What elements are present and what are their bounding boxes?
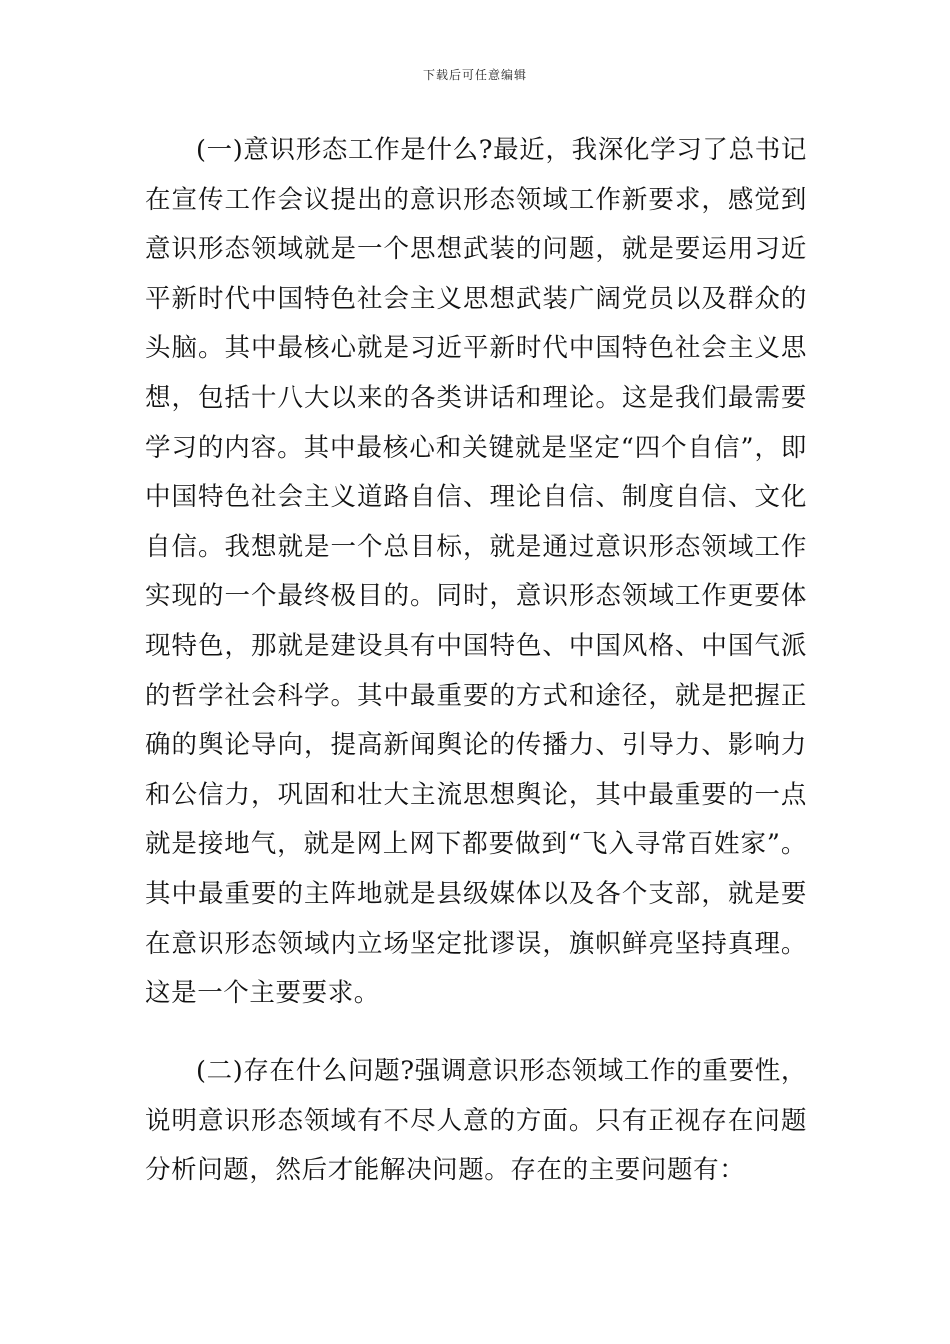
header-note: 下载后可任意编辑 xyxy=(422,68,527,82)
paragraph-section-two: (二)存在什么问题?强调意识形态领域工作的重要性，说明意识形态领域有不尽人意的方面。只有正视存在问题分析问题，然后才能解决问题。存在的主要问题有： xyxy=(145,1056,807,1186)
paragraph-section-one: (一)意识形态工作是什么?最近，我深化学习了总书记在宣传工作会议提出的意识形态领域工作新要求，感觉到意识形态领域就是一个思想武装的问题，就是要运用习近平新时代中国特色社会主义思想武装广阔党员以及群众的头脑。其中最核心就是习近平新时代中国特色社会主义思想，包括十八大以来的各类讲话和理论。这是我们最需要学习的内容。其中最核心和关键就是坚定“四个自信”，即中国特色社会主义道路自信、理论自信、制度自信、文化自信。我想就是一个总目标，就是通过意识形态领域工作实现的一个最终极目的。同时，意识形态领域工作更要体现特色，那就是建设具有中国特色、中国风格、中国气派的哲学社会科学。其中最重要的方式和途径，就是把握正确的舆论导向，提高新闻舆论的传播力、引导力、影响力和公信力，巩固和壮大主流思想舆论，其中最重要的一点就是接地气，就是网上网下都要做到“飞入寻常百姓家”。其中最重要的主阵地就是县级媒体以及各个支部，就是要在意识形态领域内立场坚定批谬误，旗帜鲜亮坚持真理。这是一个主要要求。 xyxy=(145,135,807,1009)
